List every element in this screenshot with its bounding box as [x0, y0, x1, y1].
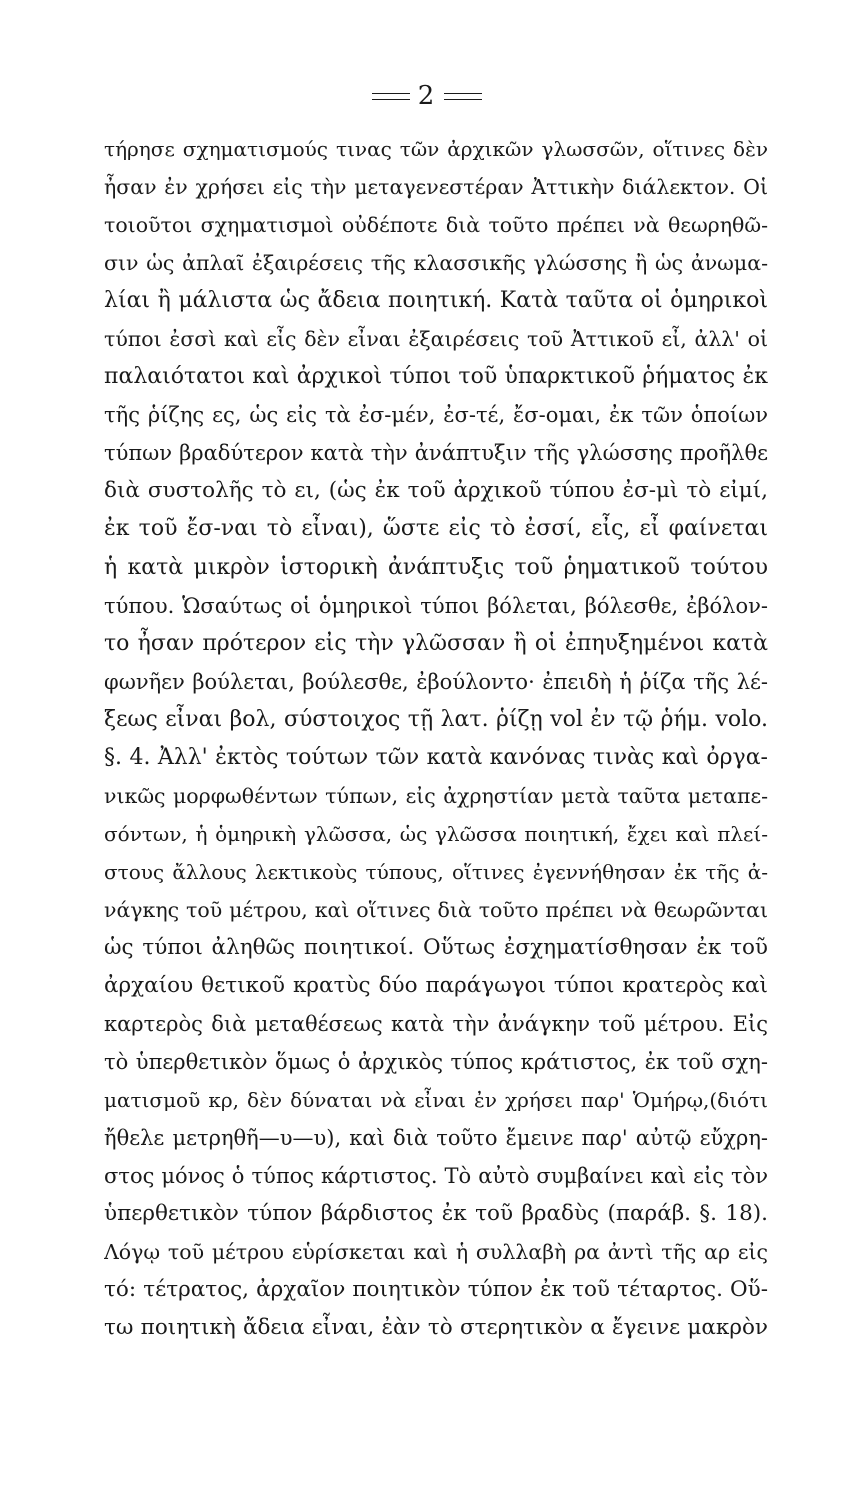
text-line: νάγκης τοῦ μέτρου, καὶ οἵτινες διὰ τοῦτο πρέπει νὰ θεωρῶνται: [104, 897, 768, 922]
text-line: στος μόνος ὁ τύπος κάρτιστος. Τὸ αὐτὸ συμβαίνει καὶ εἰς τὸν: [104, 1164, 768, 1189]
text-line: τω ποιητικὴ ἄδεια εἶναι, ἐὰν τὸ στερητικὸν α ἔγεινε μακρὸν: [104, 1315, 768, 1341]
text-line: τῆς ῥίζης ες, ὡς εἰς τὰ ἐσ-μέν, ἐσ-τέ, ἔσ-ομαι, ἐκ τῶν ὁποίων: [104, 403, 768, 428]
page-number: 2: [417, 81, 437, 111]
body-text: [104, 130, 768, 1348]
text-line: ἡ κατὰ μικρὸν ἱστορικὴ ἀνάπτυξις τοῦ ῥηματικοῦ τούτου: [104, 554, 768, 580]
text-line: §. 4. Ἀλλ' ἐκτὸς τούτων τῶν κατὰ κανόνας τινὰς καὶ ὀργα-: [104, 744, 768, 770]
right-double-rule: [444, 93, 482, 100]
text-line: διὰ συστολῆς τὸ ει, (ὡς ἐκ τοῦ ἀρχικοῦ τύπου ἐσ-μὶ τὸ εἰμί,: [104, 478, 768, 504]
text-line: ἐκ τοῦ ἔσ-ναι τὸ εἶναι), ὥστε εἰς τὸ ἐσσί, εἶς, εἶ φαίνεται: [104, 516, 768, 542]
text-line: τύπου. Ὡσαύτως οἱ ὁμηρικοὶ τύποι βόλεται, βόλεσθε, ἐβόλον-: [104, 593, 768, 618]
text-line: ὑπερθετικὸν τύπον βάρδιστος ἐκ τοῦ βραδὺς (παράβ. §. 18).: [104, 1201, 768, 1227]
text-line: καρτερὸς διὰ μεταθέσεως κατὰ τὴν ἀνάγκην τοῦ μέτρου. Εἰς: [104, 1012, 768, 1037]
text-line: ἀρχαίου θετικοῦ κρατὺς δύο παράγωγοι τύποι κρατερὸς καὶ: [104, 973, 768, 999]
text-line: ἦσαν ἐν χρήσει εἰς τὴν μεταγενεστέραν Ἀττικὴν διάλεκτον. Οἱ: [104, 175, 768, 200]
text-line: τὸ ὑπερθετικὸν ὅμως ὁ ἀρχικὸς τύπος κράτιστος, ἐκ τοῦ σχη-: [104, 1050, 768, 1075]
text-line: παλαιότατοι καὶ ἀρχικοὶ τύποι τοῦ ὑπαρκτικοῦ ῥήματος ἐκ: [104, 364, 768, 390]
text-line: στους ἄλλους λεκτικοὺς τύπους, οἵτινες ἐγεννήθησαν ἐκ τῆς ἀ-: [104, 859, 768, 884]
text-line: ματισμοῦ κρ, δὲν δύναται νὰ εἶναι ἐν χρήσει παρ' Ὁμήρῳ,(διότι: [104, 1088, 768, 1113]
page-number-header: [0, 80, 854, 111]
text-line: τύποι ἐσσὶ καὶ εἶς δὲν εἶναι ἐξαιρέσεις τοῦ Ἀττικοῦ εἶ, ἀλλ' οἱ: [104, 327, 768, 352]
text-line: φωνῆεν βούλεται, βούλεσθε, ἐβούλοντο· ἐπειδὴ ἡ ῥίζα τῆς λέ-: [104, 669, 768, 694]
text-line: ὡς τύποι ἀληθῶς ποιητικοί. Οὕτως ἐσχηματίσθησαν ἐκ τοῦ: [104, 934, 768, 960]
text-line: ἤθελε μετρηθῆ—υ—υ), καὶ διὰ τοῦτο ἔμεινε παρ' αὐτῷ εὔχρη-: [104, 1126, 768, 1151]
text-line: Λόγῳ τοῦ μέτρου εὑρίσκεται καὶ ἡ συλλαβὴ ρα ἀντὶ τῆς αρ εἰς: [104, 1240, 768, 1265]
text-line: τό: τέτρατος, ἀρχαῖον ποιητικὸν τύπον ἐκ τοῦ τέταρτος. Οὕ-: [104, 1277, 768, 1303]
left-double-rule: [372, 93, 410, 100]
text-line: σιν ὡς ἀπλαῖ ἐξαιρέσεις τῆς κλασσικῆς γλώσσης ἢ ὡς ἀνωμα-: [104, 251, 768, 276]
text-line: νικῶς μορφωθέντων τύπων, εἰς ἀχρηστίαν μετὰ ταῦτα μεταπε-: [104, 783, 768, 808]
text-line: τύπων βραδύτερον κατὰ τὴν ἀνάπτυξιν τῆς γλώσσης προῆλθε: [104, 441, 768, 466]
text-line: σόντων, ἡ ὁμηρικὴ γλῶσσα, ὡς γλῶσσα ποιητική, ἔχει καὶ πλεί-: [104, 821, 768, 846]
text-line: τήρησε σχηματισμούς τινας τῶν ἀρχικῶν γλωσσῶν, οἵτινες δὲν: [104, 137, 768, 161]
text-line: το ἦσαν πρότερον εἰς τὴν γλῶσσαν ἢ οἱ ἐπηυξημένοι κατὰ: [104, 630, 768, 656]
text-line: λίαι ἢ μάλιστα ὡς ἄδεια ποιητική. Κατὰ ταῦτα οἱ ὁμηρικοὶ: [104, 288, 768, 314]
text-line: τοιοῦτοι σχηματισμοὶ οὐδέποτε διὰ τοῦτο πρέπει νὰ θεωρηθῶ-: [104, 213, 768, 238]
text-line: ξεως εἶναι βολ, σύστοιχος τῇ λατ. ῥίζῃ vol ἐν τῷ ῥήμ. volo.: [104, 706, 768, 732]
